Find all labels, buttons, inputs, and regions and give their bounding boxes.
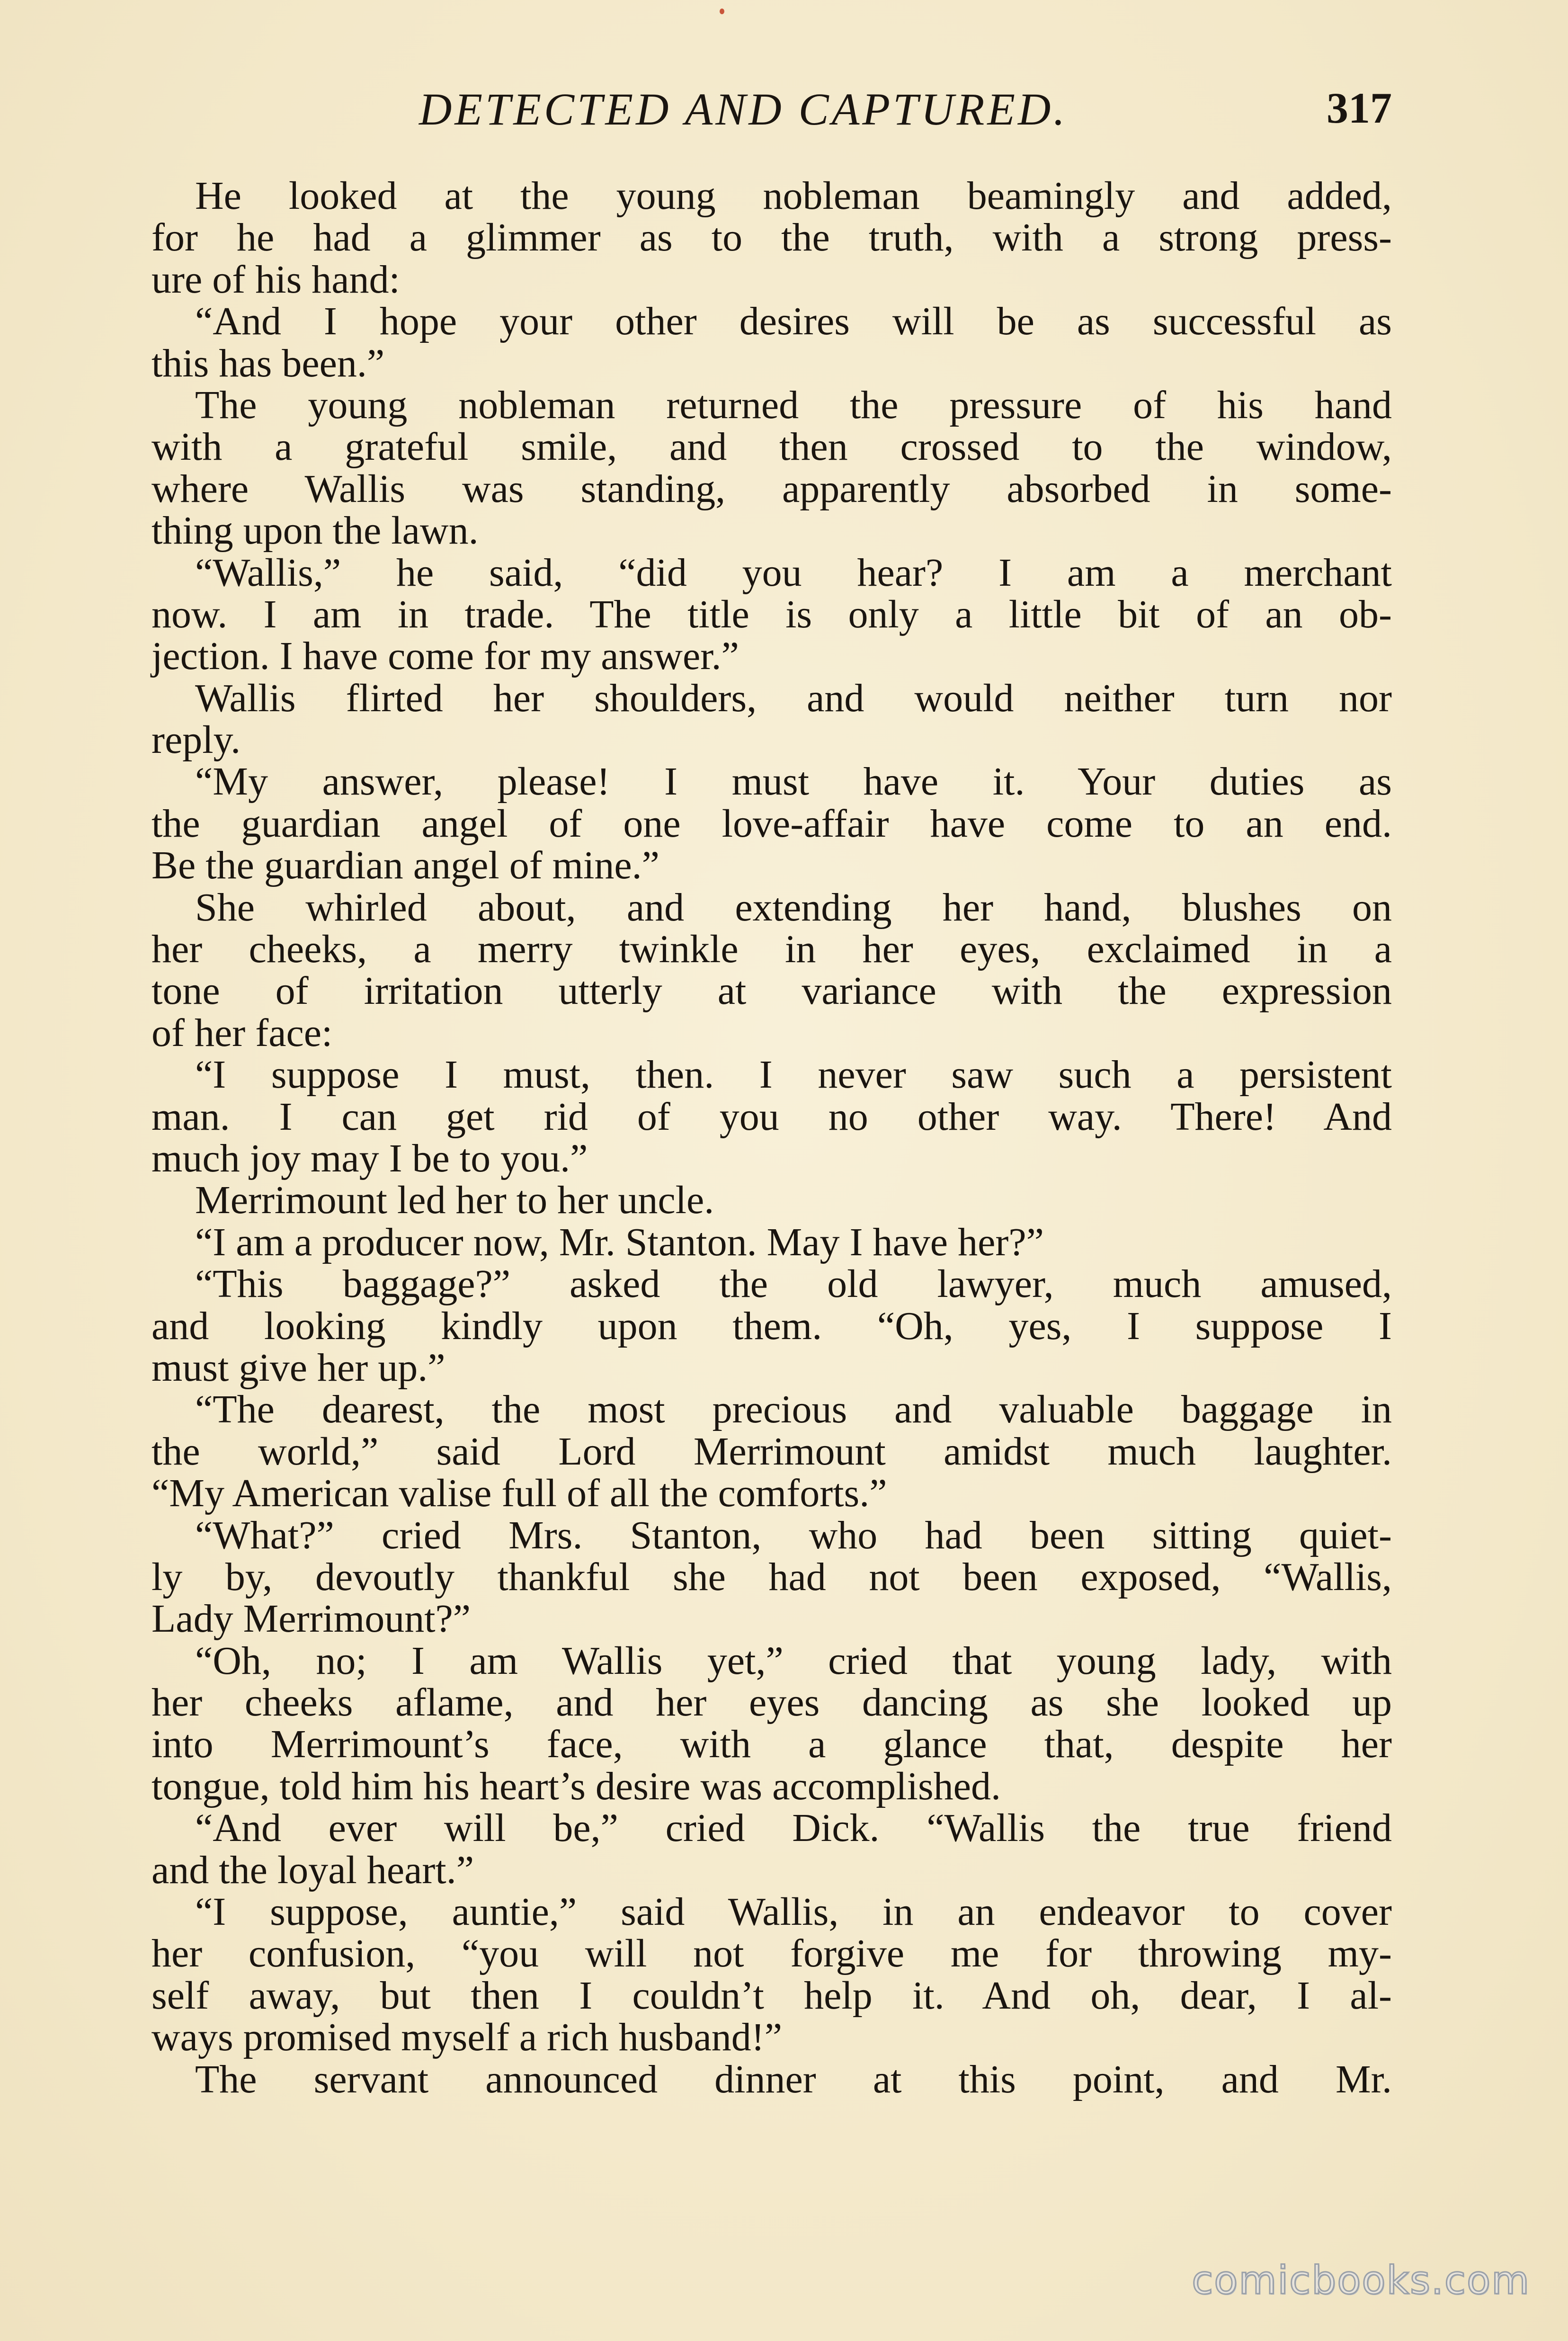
text-line: much joy may I be to you.”	[151, 1136, 588, 1180]
text-line: “Wallis,” he said, “did you hear? I am a merchant	[195, 550, 1392, 595]
text-line: She whirled about, and extending her hand, blushes on	[195, 885, 1392, 929]
body-text	[151, 175, 1392, 2100]
text-line: The servant announced dinner at this point, and Mr.	[195, 2057, 1392, 2101]
text-line: “My answer, please! I must have it. Your duties as	[195, 759, 1392, 804]
text-line: for he had a glimmer as to the truth, with a strong press-	[151, 215, 1392, 260]
ink-speck	[720, 9, 724, 14]
text-line: must give her up.”	[151, 1345, 445, 1390]
text-line: ly by, devoutly thankful she had not been exposed, “Wallis,	[151, 1555, 1392, 1599]
page-number: 317	[1327, 84, 1392, 132]
text-line: ure of his hand:	[151, 257, 400, 302]
text-line: “And ever will be,” cried Dick. “Wallis the true friend	[195, 1806, 1392, 1850]
text-line: He looked at the young nobleman beamingly and added,	[195, 174, 1392, 218]
text-line: self away, but then I couldn’t help it. And oh, dear, I al-	[151, 1973, 1392, 2018]
text-line: Wallis flirted her shoulders, and would neither turn nor	[195, 676, 1392, 720]
text-line: her cheeks, a merry twinkle in her eyes, exclaimed in a	[151, 927, 1392, 972]
text-line: Lady Merrimount?”	[151, 1597, 471, 1641]
text-line: Be the guardian angel of mine.”	[151, 843, 659, 888]
text-line: tongue, told him his heart’s desire was accomplished.	[151, 1764, 1001, 1808]
text-line: ways promised myself a rich husband!”	[151, 2015, 782, 2060]
text-line: and looking kindly upon them. “Oh, yes, I suppose I	[151, 1304, 1392, 1348]
text-line: “This baggage?” asked the old lawyer, much amused,	[195, 1262, 1392, 1306]
text-line: now. I am in trade. The title is only a little bit of an ob-	[151, 592, 1392, 636]
text-line: with a grateful smile, and then crossed to the window,	[151, 425, 1392, 469]
text-line: thing upon the lawn.	[151, 509, 479, 553]
text-line: reply.	[151, 718, 241, 762]
text-line: tone of irritation utterly at variance with the expression	[151, 969, 1392, 1013]
text-line: “I suppose I must, then. I never saw such a persistent	[195, 1053, 1392, 1097]
text-line: and the loyal heart.”	[151, 1848, 474, 1892]
running-head: DETECTED AND CAPTURED.	[419, 84, 1068, 134]
text-line: the guardian angel of one love-affair have come to an end.	[151, 801, 1392, 846]
text-line: “I suppose, auntie,” said Wallis, in an endeavor to cover	[195, 1890, 1392, 1934]
text-line: Merrimount led her to her uncle.	[195, 1178, 714, 1223]
text-line: “I am a producer now, Mr. Stanton. May I have her?”	[195, 1220, 1044, 1264]
watermark-logo: comicbooks.com	[1192, 2258, 1530, 2303]
text-line: this has been.”	[151, 341, 385, 385]
text-line: “What?” cried Mrs. Stanton, who had been sitting quiet-	[195, 1513, 1392, 1557]
text-line: the world,” said Lord Merrimount amidst much laughter.	[151, 1429, 1392, 1474]
text-line: where Wallis was standing, apparently absorbed in some-	[151, 466, 1392, 511]
text-line: into Merrimount’s face, with a glance that, despite her	[151, 1722, 1392, 1767]
text-line: “The dearest, the most precious and valuable baggage in	[195, 1387, 1392, 1432]
text-line: “And I hope your other desires will be as successful as	[195, 299, 1392, 344]
text-line: her confusion, “you will not forgive me for throwing my-	[151, 1931, 1392, 1976]
text-line: her cheeks aflame, and her eyes dancing as she looked up	[151, 1680, 1392, 1725]
page-header	[151, 78, 1392, 144]
text-line: man. I can get rid of you no other way. There! And	[151, 1094, 1392, 1139]
text-line: “My American valise full of all the comforts.”	[151, 1471, 887, 1516]
text-line: of her face:	[151, 1010, 333, 1055]
text-line: “Oh, no; I am Wallis yet,” cried that young lady, with	[195, 1638, 1392, 1683]
text-line: jection. I have come for my answer.”	[151, 634, 739, 679]
text-line: The young nobleman returned the pressure of his hand	[195, 383, 1392, 427]
